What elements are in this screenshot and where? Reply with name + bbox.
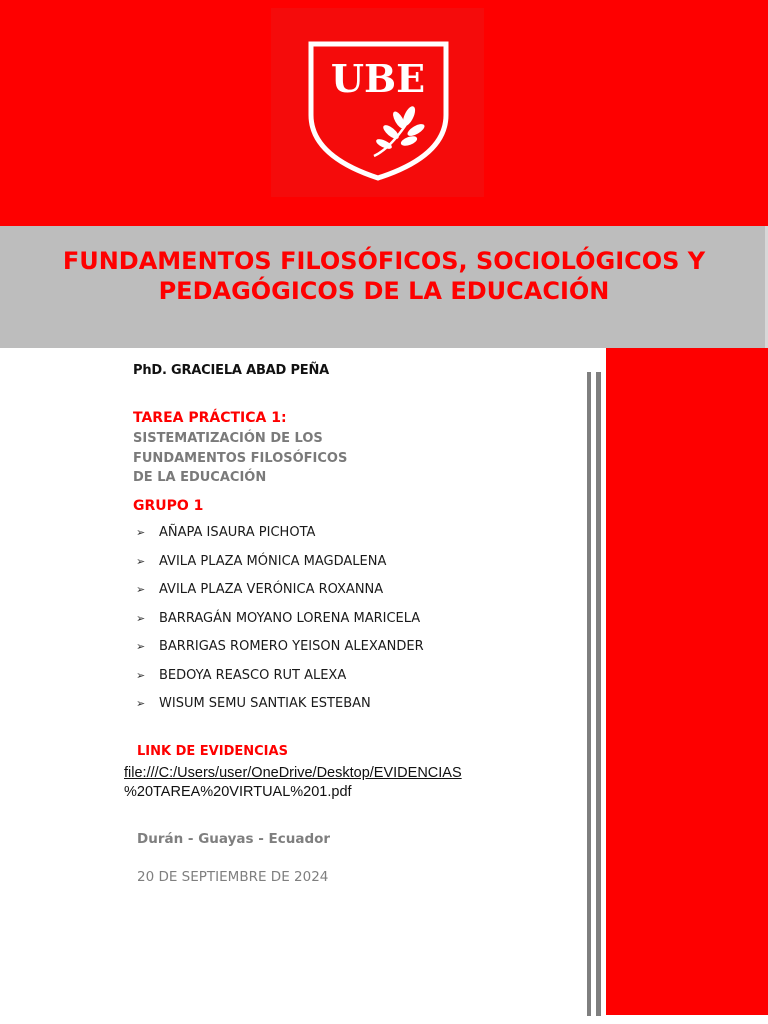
title-line-2: PEDAGÓGICOS DE LA EDUCACIÓN xyxy=(158,277,610,305)
task-description-line: FUNDAMENTOS FILOSÓFICOS xyxy=(133,450,348,466)
member-name: AVILA PLAZA MÓNICA MAGDALENA xyxy=(159,553,387,569)
document-title xyxy=(20,246,748,306)
evidence-link[interactable] xyxy=(124,764,524,802)
member-name: WISUM SEMU SANTIAK ESTEBAN xyxy=(159,696,371,711)
arrow-bullet-icon: ➢ xyxy=(136,668,146,682)
arrow-bullet-icon: ➢ xyxy=(136,554,146,568)
task-description-line: DE LA EDUCACIÓN xyxy=(133,470,267,485)
divider-line xyxy=(596,372,601,1016)
list-item xyxy=(136,554,424,583)
member-name: AVILA PLAZA VERÓNICA ROXANNA xyxy=(159,582,384,597)
arrow-bullet-icon: ➢ xyxy=(136,583,146,596)
group-label: GRUPO 1 xyxy=(133,498,204,514)
task-label: TAREA PRÁCTICA 1: xyxy=(133,410,287,426)
list-item xyxy=(136,525,424,554)
member-name: BARRIGAS ROMERO YEISON ALEXANDER xyxy=(159,639,424,654)
title-line-1: FUNDAMENTOS FILOSÓFICOS, SOCIOLÓGICOS Y xyxy=(62,247,706,275)
date-text: 20 DE SEPTIEMBRE DE 2024 xyxy=(137,869,329,885)
member-name: BARRAGÁN MOYANO LORENA MARICELA xyxy=(159,610,421,626)
task-description xyxy=(133,429,347,488)
evidence-link-line-1[interactable]: file:///C:/Users/user/OneDrive/Desktop/EVIDENCIAS xyxy=(124,765,462,781)
olive-branch-icon xyxy=(374,105,426,156)
list-item xyxy=(136,582,424,611)
evidence-link-label: LINK DE EVIDENCIAS xyxy=(137,744,288,759)
evidence-link-line-2[interactable]: %20TAREA%20VIRTUAL%201.pdf xyxy=(124,784,352,800)
arrow-bullet-icon: ➢ xyxy=(136,526,146,539)
list-item xyxy=(136,696,424,725)
member-list xyxy=(136,525,424,725)
member-name: AÑAPA ISAURA PICHOTA xyxy=(159,525,316,540)
logo-text: UBE xyxy=(330,56,426,101)
location-text: Durán - Guayas - Ecuador xyxy=(137,831,331,847)
list-item xyxy=(136,668,424,697)
list-item xyxy=(136,611,424,640)
author-name: PhD. GRACIELA ABAD PEÑA xyxy=(133,363,330,378)
list-item xyxy=(136,639,424,668)
right-red-band xyxy=(606,348,768,1015)
arrow-bullet-icon: ➢ xyxy=(136,611,146,625)
arrow-bullet-icon: ➢ xyxy=(136,640,146,653)
task-description-line: SISTEMATIZACIÓN DE LOS xyxy=(133,431,323,446)
divider-line xyxy=(587,372,591,1016)
member-name: BEDOYA REASCO RUT ALEXA xyxy=(159,667,347,683)
shield-icon xyxy=(271,8,484,197)
ube-logo xyxy=(271,8,484,197)
arrow-bullet-icon: ➢ xyxy=(136,697,146,710)
